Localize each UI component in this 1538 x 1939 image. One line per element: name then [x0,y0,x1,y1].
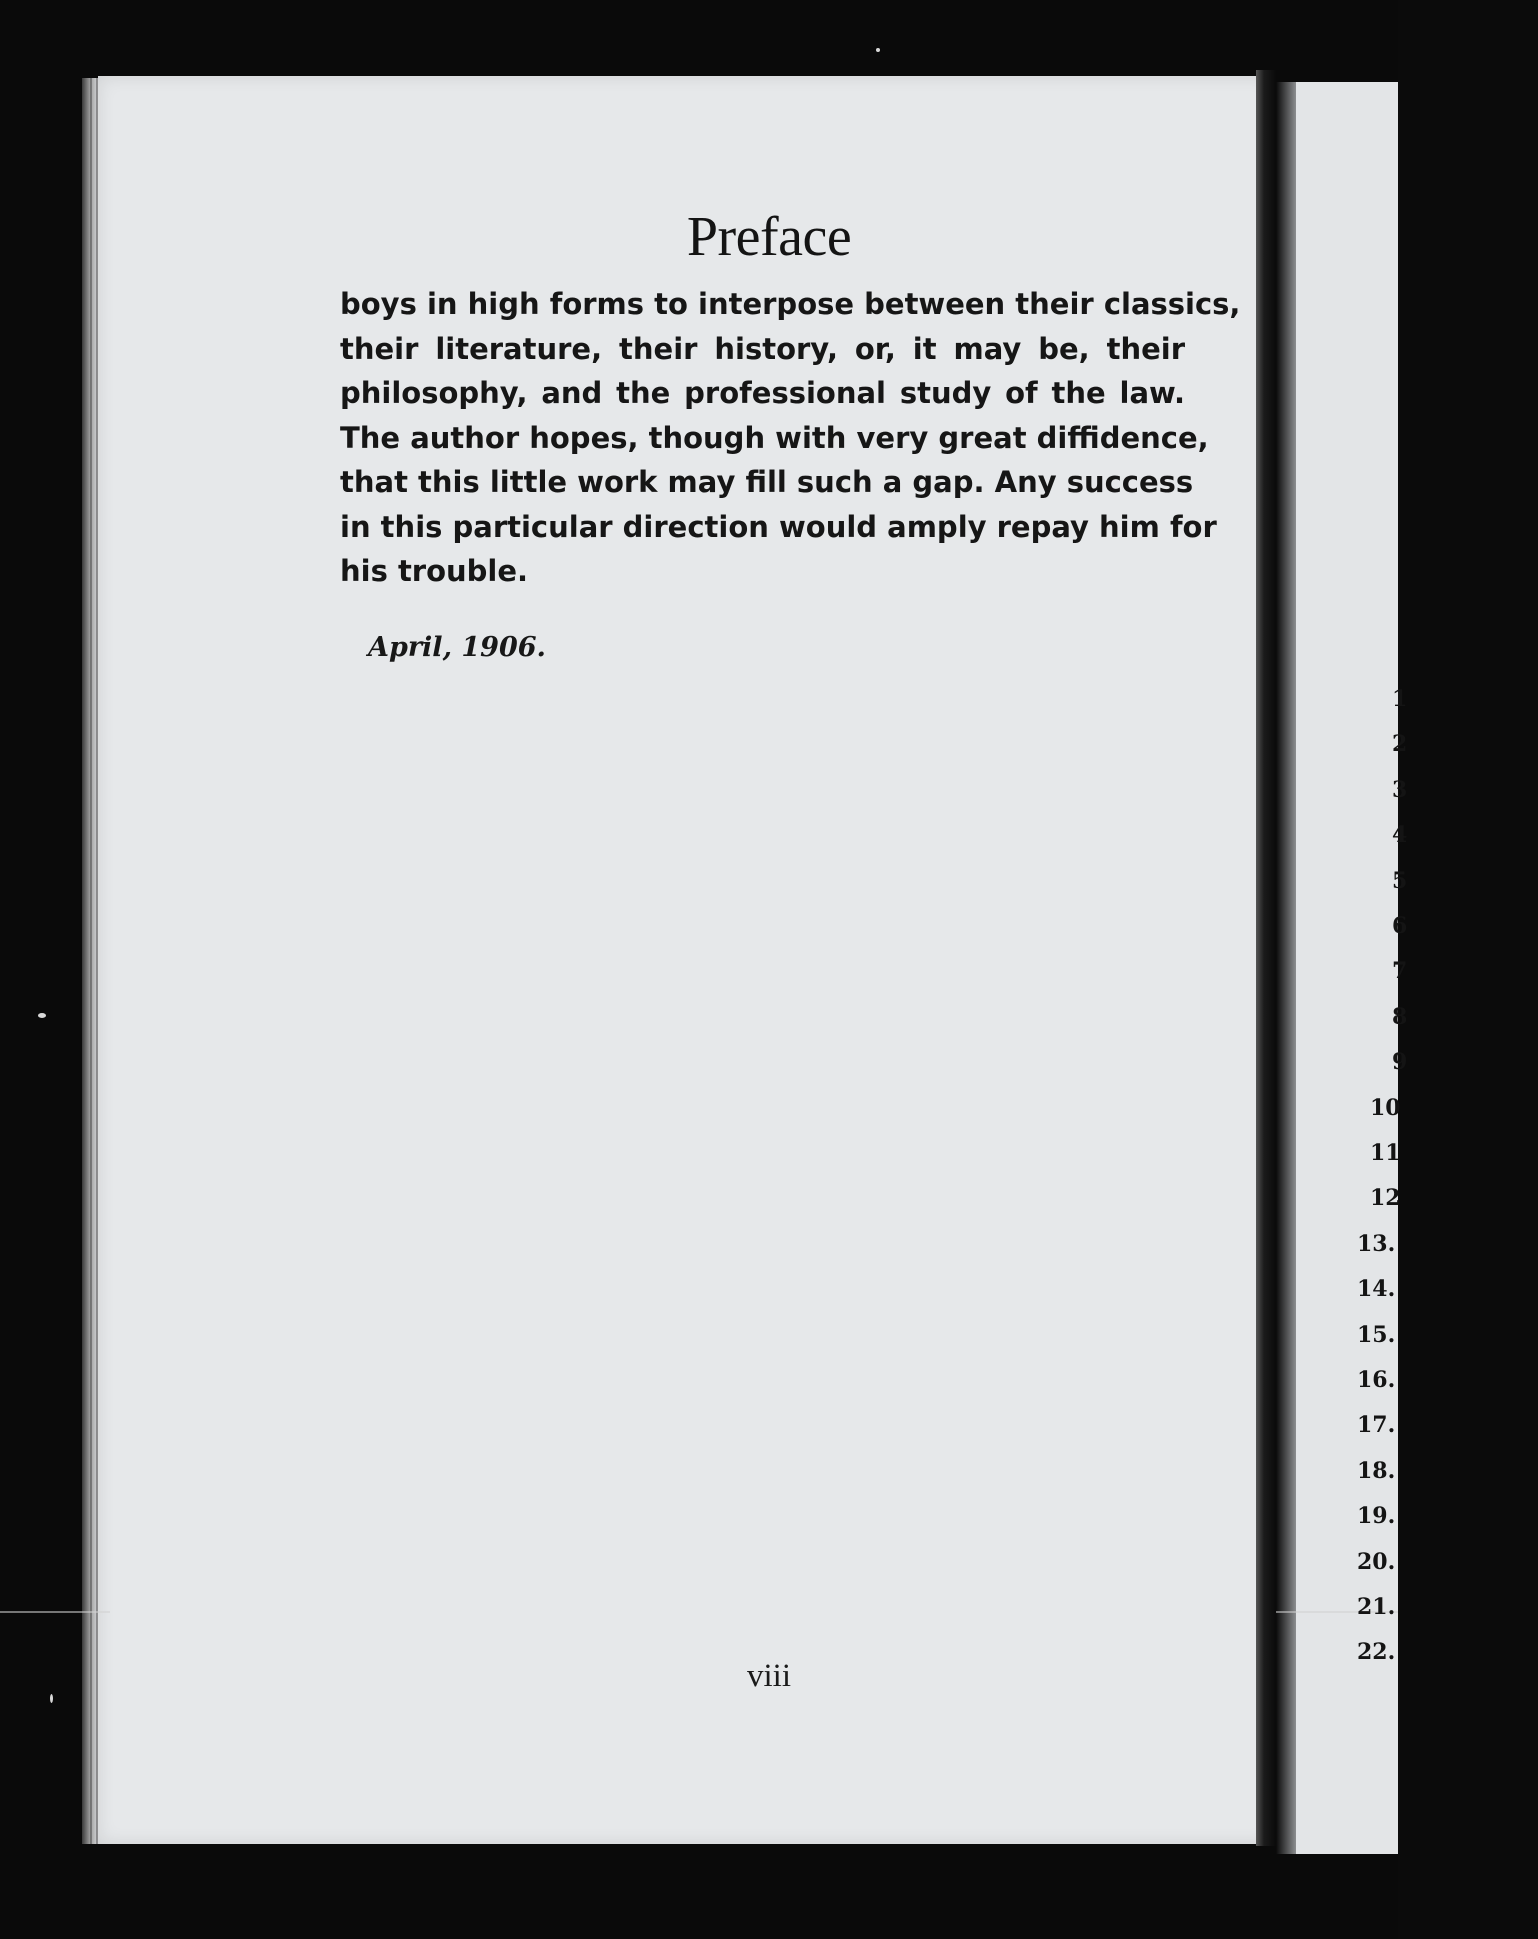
facing-page-number: 18. [1357,1457,1396,1484]
preface-dateline: April, 1906. [368,632,546,663]
facing-page-number: 2 [1392,731,1408,758]
facing-page-number: 7 [1392,958,1408,985]
page-edge-streak [96,78,98,1844]
body-line: The author hopes, though with very great diffidence, [340,420,1209,455]
facing-page-number: 17. [1357,1412,1396,1439]
facing-page-number: 6 [1392,913,1408,939]
facing-page-number: 16. [1357,1367,1396,1393]
facing-page-number: 22. [1357,1639,1396,1666]
facing-page-number: 1 [1392,686,1408,712]
body-line: boys in high forms to interpose between their classics, [340,287,1241,321]
body-line: philosophy, and the professional study of the law. [340,376,1185,410]
facing-page-number: 10 [1370,1094,1401,1121]
facing-page-number: 8 [1392,1003,1408,1030]
facing-page-number: 12 [1370,1185,1401,1212]
dust-speck [38,1013,46,1018]
facing-page-number: 5 [1392,867,1408,894]
facing-page-number: 4 [1392,822,1408,849]
page-edge-streak [90,78,92,1844]
facing-page-number: 11 [1370,1140,1401,1166]
facing-page-number: 19. [1357,1503,1396,1530]
facing-page [1296,82,1398,1854]
facing-page-number: 3 [1392,776,1408,803]
facing-page-number: 21. [1357,1594,1396,1620]
facing-page-number: 15. [1357,1321,1396,1348]
facing-page-number: 9 [1392,1049,1408,1076]
facing-page-number: 13. [1357,1230,1396,1257]
body-line: in this particular direction would amply repay him for [340,509,1217,544]
page-heading: Preface [686,206,852,268]
body-line: that this little work may fill such a gap. Any success [340,465,1194,499]
preface-body [340,282,1241,594]
facing-page-number: 20. [1357,1548,1396,1575]
dust-speck [876,48,880,52]
body-line: his trouble. [340,554,529,588]
scan-artifact-line [0,1611,110,1613]
gutter-shadow [1276,82,1296,1854]
book-gutter [1256,70,1276,1846]
body-line: their literature, their history, or, it may be, their [340,331,1185,366]
facing-page-number: 14. [1357,1276,1396,1303]
page-number: viii [746,1658,791,1694]
dust-speck [50,1694,53,1703]
